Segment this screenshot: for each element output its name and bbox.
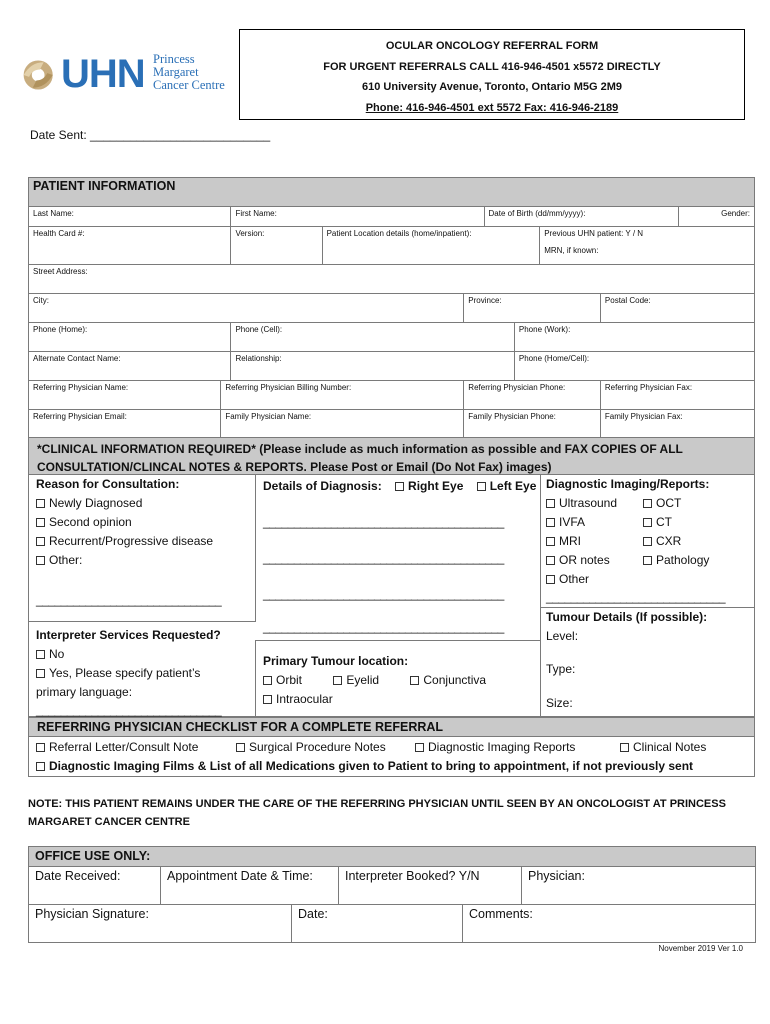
imaging-mri[interactable]: MRI: [546, 532, 643, 551]
tumour-level-field[interactable]: Level:: [546, 629, 579, 643]
divider: [255, 640, 541, 641]
ref-fax-field[interactable]: Referring Physician Fax:: [600, 381, 754, 410]
details-line-1[interactable]: _______________________________________: [263, 515, 504, 529]
imaging-section: [546, 475, 709, 589]
uhn-logo-icon: [20, 56, 60, 94]
imaging-ultrasound[interactable]: Ultrasound: [546, 494, 643, 513]
gender-field[interactable]: Gender:: [678, 207, 754, 227]
interpreter-section: [36, 626, 221, 702]
divider: [28, 621, 256, 622]
first-name-field[interactable]: First Name:: [231, 207, 484, 227]
checklist-referral-letter[interactable]: Referral Letter/Consult Note: [36, 738, 198, 757]
imaging-ivfa[interactable]: IVFA: [546, 513, 643, 532]
checkbox-icon: [546, 537, 555, 546]
details-line-3[interactable]: _______________________________________: [263, 587, 504, 601]
ref-billing-field[interactable]: Referring Physician Billing Number:: [221, 381, 464, 410]
form-header: [239, 29, 745, 120]
reason-title: Reason for Consultation:: [36, 477, 180, 491]
interpreter-booked-field[interactable]: Interpreter Booked? Y/N: [339, 867, 522, 905]
reason-other-line[interactable]: ______________________________: [36, 593, 222, 607]
logo-subtitle: Princess Margaret Cancer Centre: [153, 52, 225, 92]
checkbox-icon: [643, 556, 652, 565]
conjunctiva-option[interactable]: Conjunctiva: [410, 673, 486, 687]
checklist-films-meds[interactable]: Diagnostic Imaging Films & List of all Medications given to Patient to bring to appointment, if not previously sent: [36, 757, 751, 776]
checkbox-icon: [36, 650, 45, 659]
checkbox-icon: [643, 537, 652, 546]
phone-home-cell-field[interactable]: Phone (Home/Cell):: [514, 352, 754, 381]
imaging-other[interactable]: Other: [546, 570, 643, 589]
family-phone-field[interactable]: Family Physician Phone:: [464, 410, 601, 439]
checkbox-icon: [36, 762, 45, 771]
tumour-details-title: Tumour Details (If possible):: [546, 610, 708, 624]
checkbox-icon: [643, 518, 652, 527]
checkbox-icon: [36, 537, 45, 546]
clinical-info-header: *CLINICAL INFORMATION REQUIRED* (Please include as much information as possible and FAX COPIES OF ALL CONSULTATION/CLINCAL NOTES & REPORTS. Please Post or Email (Do Not Fax) images): [28, 437, 755, 475]
alt-contact-field[interactable]: Alternate Contact Name:: [29, 352, 231, 381]
ref-email-field[interactable]: Referring Physician Email:: [29, 410, 221, 439]
phone-cell-field[interactable]: Phone (Cell):: [231, 323, 514, 352]
urgent-line: FOR URGENT REFERRALS CALL 416-946-4501 x5572 DIRECTLY: [323, 60, 661, 73]
imaging-pathology[interactable]: Pathology: [643, 551, 709, 570]
tumour-size-field[interactable]: Size:: [546, 696, 573, 710]
address-line: 610 University Avenue, Toronto, Ontario M5G 2M9: [362, 81, 622, 93]
imaging-other-line[interactable]: _____________________________: [546, 590, 726, 604]
interpreter-yes[interactable]: Yes, Please specify patient’s: [36, 664, 221, 683]
tumour-details-section: [546, 608, 707, 646]
intraocular-option[interactable]: Intraocular: [263, 690, 486, 709]
version-footer: November 2019 Ver 1.0: [658, 944, 743, 953]
checkbox-icon: [236, 743, 245, 752]
patient-info-title: PATIENT INFORMATION: [29, 178, 755, 207]
divider: [540, 475, 541, 717]
prev-uhn-field[interactable]: Previous UHN patient: Y / N MRN, if known:: [540, 227, 755, 265]
relationship-field[interactable]: Relationship:: [231, 352, 514, 381]
checklist-surgical-notes[interactable]: Surgical Procedure Notes: [236, 738, 386, 757]
checkbox-icon: [546, 575, 555, 584]
language-line[interactable]: ______________________________: [36, 703, 222, 717]
reason-other[interactable]: Other:: [36, 551, 213, 570]
checkbox-icon: [36, 669, 45, 678]
imaging-cxr[interactable]: CXR: [643, 532, 709, 551]
patient-info-table: [28, 177, 755, 439]
checkbox-icon: [263, 695, 272, 704]
uhn-logo-text: UHN: [61, 52, 145, 96]
tumour-type-field[interactable]: Type:: [546, 662, 576, 676]
reason-recurrent[interactable]: Recurrent/Progressive disease: [36, 532, 213, 551]
details-line-2[interactable]: _______________________________________: [263, 551, 504, 565]
last-name-field[interactable]: Last Name:: [29, 207, 231, 227]
details-header: Details of Diagnosis: Right Eye Left Eye: [263, 479, 537, 493]
date-sent-field[interactable]: Date Sent: ___________________________: [30, 128, 271, 142]
reason-section: [36, 475, 213, 570]
health-card-field[interactable]: Health Card #:: [29, 227, 231, 265]
phone-home-field[interactable]: Phone (Home):: [29, 323, 231, 352]
checkbox-icon: [415, 743, 424, 752]
checklist-items: [36, 738, 751, 776]
primary-tumour-section: [263, 652, 486, 709]
checkbox-icon: [477, 482, 486, 491]
checkbox-icon: [395, 482, 404, 491]
checklist-imaging-reports[interactable]: Diagnostic Imaging Reports: [415, 738, 575, 757]
family-fax-field[interactable]: Family Physician Fax:: [600, 410, 754, 439]
office-date-field[interactable]: Date:: [292, 905, 463, 943]
version-field[interactable]: Version:: [231, 227, 322, 265]
imaging-ct[interactable]: CT: [643, 513, 709, 532]
eyelid-option[interactable]: Eyelid: [333, 673, 379, 687]
orbit-option[interactable]: Orbit: [263, 673, 302, 687]
checkbox-icon: [546, 518, 555, 527]
family-physician-field[interactable]: Family Physician Name:: [221, 410, 464, 439]
phone-fax-line: Phone: 416-946-4501 ext 5572 Fax: 416-946-2189: [365, 101, 619, 114]
primary-tumour-title: Primary Tumour location:: [263, 654, 409, 668]
office-use-table: [28, 846, 756, 943]
checkbox-icon: [620, 743, 629, 752]
checkbox-icon: [546, 556, 555, 565]
imaging-or-notes[interactable]: OR notes: [546, 551, 643, 570]
checkbox-icon: [410, 676, 419, 685]
interpreter-language-label: primary language:: [36, 685, 133, 699]
phone-work-field[interactable]: Phone (Work):: [514, 323, 754, 352]
checkbox-icon: [36, 743, 45, 752]
physician-signature-field[interactable]: Physician Signature:: [29, 905, 292, 943]
dob-field[interactable]: Date of Birth (dd/mm/yyyy):: [484, 207, 678, 227]
province-field[interactable]: Province:: [464, 294, 601, 323]
form-title: OCULAR ONCOLOGY REFERRAL FORM: [385, 40, 599, 52]
interpreter-title: Interpreter Services Requested?: [36, 628, 221, 642]
checkbox-icon: [36, 518, 45, 527]
comments-field[interactable]: Comments:: [463, 905, 756, 943]
office-use-title: OFFICE USE ONLY:: [29, 847, 756, 867]
ref-physician-name-field[interactable]: Referring Physician Name:: [29, 381, 221, 410]
reason-second-opinion[interactable]: Second opinion: [36, 513, 213, 532]
ref-phone-field[interactable]: Referring Physician Phone:: [464, 381, 601, 410]
appointment-field[interactable]: Appointment Date & Time:: [161, 867, 339, 905]
checkbox-icon: [36, 556, 45, 565]
date-received-field[interactable]: Date Received:: [29, 867, 161, 905]
care-note: NOTE: THIS PATIENT REMAINS UNDER THE CARE OF THE REFERRING PHYSICIAN UNTIL SEEN BY AN ONCOLOGIST AT PRINCESS MARGARET CANCER CENTRE: [28, 798, 726, 828]
right-eye-option[interactable]: Right Eye: [395, 479, 463, 493]
location-field[interactable]: Patient Location details (home/inpatient):: [322, 227, 540, 265]
street-field[interactable]: Street Address:: [29, 265, 755, 294]
postal-field[interactable]: Postal Code:: [600, 294, 754, 323]
checkbox-icon: [263, 676, 272, 685]
imaging-title: Diagnostic Imaging/Reports:: [546, 477, 710, 491]
divider: [255, 475, 256, 621]
physician-field[interactable]: Physician:: [522, 867, 756, 905]
city-field[interactable]: City:: [29, 294, 464, 323]
left-eye-option[interactable]: Left Eye: [477, 479, 537, 493]
imaging-oct[interactable]: OCT: [643, 494, 709, 513]
reason-newly-diagnosed[interactable]: Newly Diagnosed: [36, 494, 213, 513]
checkbox-icon: [546, 499, 555, 508]
checkbox-icon: [643, 499, 652, 508]
checklist-clinical-notes[interactable]: Clinical Notes: [620, 738, 706, 757]
interpreter-no[interactable]: No: [36, 645, 221, 664]
checkbox-icon: [36, 499, 45, 508]
checklist-header: REFERRING PHYSICIAN CHECKLIST FOR A COMPLETE REFERRAL: [28, 717, 755, 737]
divider: [255, 640, 256, 717]
details-line-4[interactable]: _______________________________________: [263, 620, 504, 634]
checkbox-icon: [333, 676, 342, 685]
